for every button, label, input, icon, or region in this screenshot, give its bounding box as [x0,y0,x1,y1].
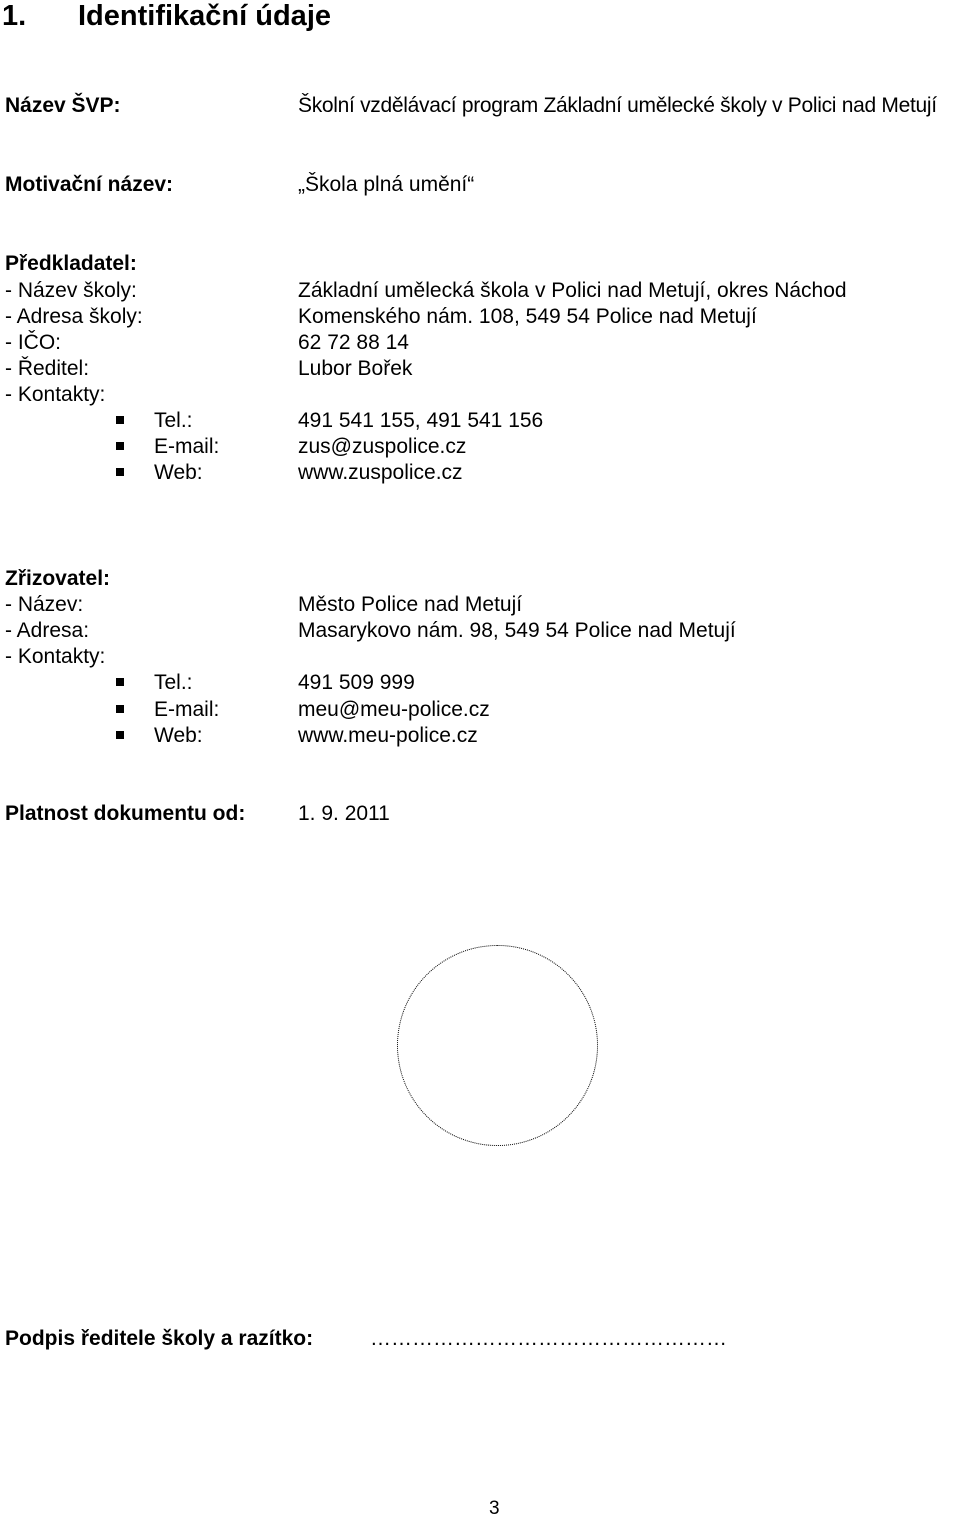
founder-contact-value: 491 509 999 [298,671,415,694]
submitter-row-label: - Ředitel: [5,357,90,380]
section-number: 1. [2,0,27,32]
founder-web-link[interactable]: www.meu-police.cz [298,724,478,747]
submitter-web-link[interactable]: www.zuspolice.cz [298,461,463,484]
submitter-row-label: - Kontakty: [5,383,106,406]
signature-line: …………………………………………… [370,1327,727,1350]
submitter-contact-label: E-mail: [154,435,220,458]
signature-label: Podpis ředitele školy a razítko: [5,1327,314,1350]
submitter-contact-label: Web: [154,461,203,484]
founder-row-value: Město Police nad Metují [298,593,523,616]
founder-contact-label: Web: [154,724,203,747]
founder-contact-label: E-mail: [154,698,220,721]
submitter-row-label: - Adresa školy: [5,305,143,328]
svp-label: Název ŠVP: [5,94,121,117]
submitter-row-value: 62 72 88 14 [298,331,409,354]
submitter-contact-value: 491 541 155, 491 541 156 [298,409,544,432]
validity-label: Platnost dokumentu od: [5,802,246,825]
submitter-contact-label: Tel.: [154,409,193,432]
bullet-square-icon [116,468,124,476]
bullet-square-icon [116,416,124,424]
submitter-row-label: - IČO: [5,331,61,354]
founder-contact-label: Tel.: [154,671,193,694]
bullet-square-icon [116,442,124,450]
founder-heading: Zřizovatel: [5,567,111,590]
founder-email-link[interactable]: meu@meu-police.cz [298,698,490,721]
founder-row-label: - Název: [5,593,84,616]
motivation-value: „Škola plná umění“ [298,173,475,196]
bullet-square-icon [116,731,124,739]
bullet-square-icon [116,705,124,713]
submitter-row-value: Základní umělecká škola v Polici nad Metují, okres Náchod [298,279,847,302]
submitter-row-value: Komenského nám. 108, 549 54 Police nad Metují [298,305,757,328]
svp-value: Školní vzdělávací program Základní umělecké školy v Polici nad Metují [298,94,937,117]
founder-row-label: - Kontakty: [5,645,106,668]
submitter-email-link[interactable]: zus@zuspolice.cz [298,435,467,458]
bullet-square-icon [116,678,124,686]
founder-row-label: - Adresa: [5,619,90,642]
submitter-heading: Předkladatel: [5,252,137,275]
submitter-row-value: Lubor Bořek [298,357,413,380]
founder-row-value: Masarykovo nám. 98, 549 54 Police nad Metují [298,619,736,642]
validity-date: 1. 9. 2011 [298,802,390,825]
page-number: 3 [489,1498,500,1519]
motivation-label: Motivační název: [5,173,174,196]
stamp-placeholder-circle [397,945,598,1146]
submitter-row-label: - Název školy: [5,279,137,302]
page-title: Identifikační údaje [78,0,331,32]
